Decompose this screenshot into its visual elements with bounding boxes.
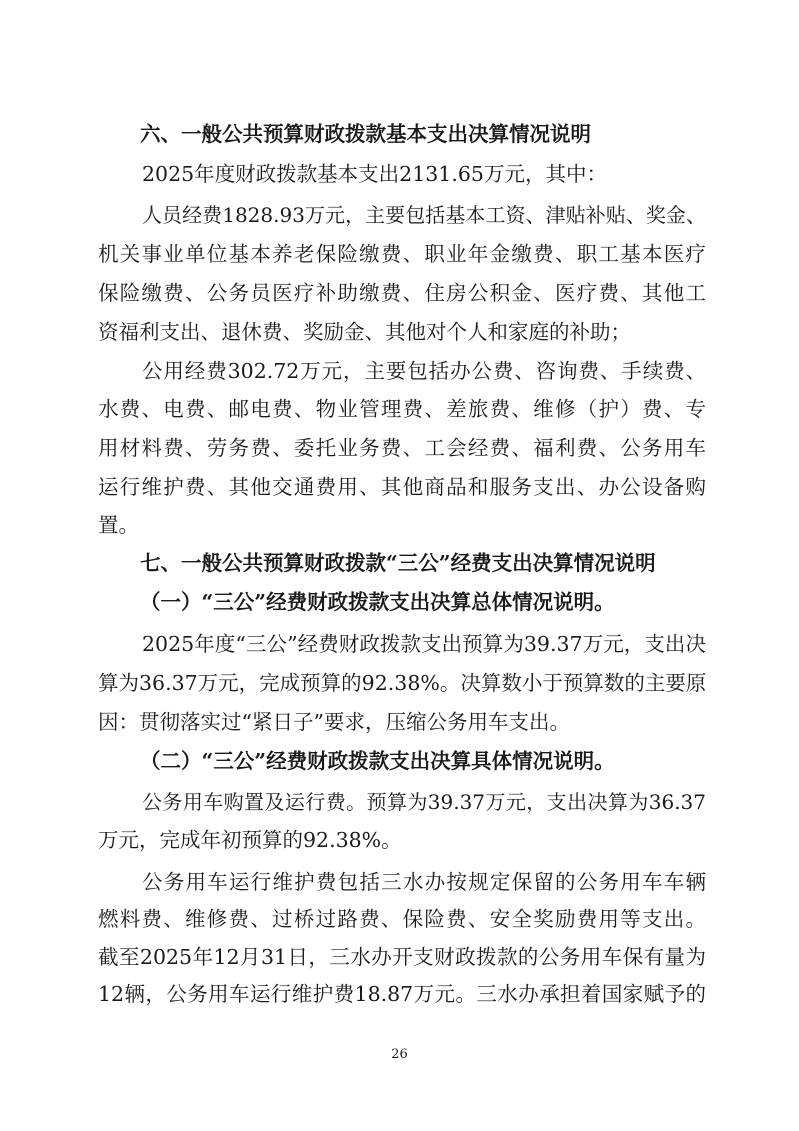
paragraph-line: 公用经费302.72万元，主要包括办公费、咨询费、手续费、	[142, 359, 706, 383]
section-heading-7: 七、一般公共预算财政拨款“三公”经费支出决算情况说明	[140, 551, 656, 575]
paragraph-line: 2025年度“三公”经费财政拨款支出预算为39.37万元，支出决	[142, 632, 706, 656]
paragraph-line: 保险缴费、公务员医疗补助缴费、住房公积金、医疗费、其他工	[98, 281, 706, 305]
paragraph-line: 运行维护费、其他交通费用、其他商品和服务支出、办公设备购	[98, 475, 706, 499]
subsection-heading-2: （二）“三公”经费财政拨款支出决算具体情况说明。	[140, 749, 615, 773]
paragraph-line: 12辆，公务用车运行维护费18.87万元。三水办承担着国家赋予的	[98, 982, 706, 1006]
paragraph-line: 资福利支出、退休费、奖励金、其他对个人和家庭的补助；	[98, 320, 631, 344]
paragraph-line: 截至2025年12月31日，三水办开支财政拨款的公务用车保有量为	[98, 945, 706, 969]
subsection-heading-1: （一）“三公”经费财政拨款支出决算总体情况说明。	[140, 590, 615, 614]
paragraph-line: 置。	[98, 513, 139, 537]
page-number: 26	[391, 1047, 408, 1062]
paragraph-line: 算为36.37万元，完成预算的92.38%。决算数小于预算数的主要原	[98, 671, 706, 695]
paragraph-line: 水费、电费、邮电费、物业管理费、差旅费、维修（护）费、专	[98, 397, 706, 421]
paragraph-line: 燃料费、维修费、过桥过路费、保险费、安全奖励费用等支出。	[98, 907, 706, 931]
paragraph-line: 公务用车购置及运行费。预算为39.37万元，支出决算为36.37	[142, 790, 706, 814]
paragraph-line: 机关事业单位基本养老保险缴费、职业年金缴费、职工基本医疗	[98, 242, 706, 266]
paragraph-line: 公务用车运行维护费包括三水办按规定保留的公务用车车辆	[142, 870, 706, 894]
paragraph-line: 2025年度财政拨款基本支出2131.65万元，其中：	[142, 162, 607, 186]
section-heading-6: 六、一般公共预算财政拨款基本支出决算情况说明	[140, 122, 591, 146]
paragraph-line: 万元，完成年初预算的92.38%。	[98, 828, 402, 852]
paragraph-line: 因：贯彻落实过“紧日子”要求，压缩公务用车支出。	[98, 710, 570, 734]
paragraph-line: 人员经费1828.93万元，主要包括基本工资、津贴补贴、奖金、	[142, 203, 706, 227]
paragraph-line: 用材料费、劳务费、委托业务费、工会经费、福利费、公务用车	[98, 436, 706, 460]
